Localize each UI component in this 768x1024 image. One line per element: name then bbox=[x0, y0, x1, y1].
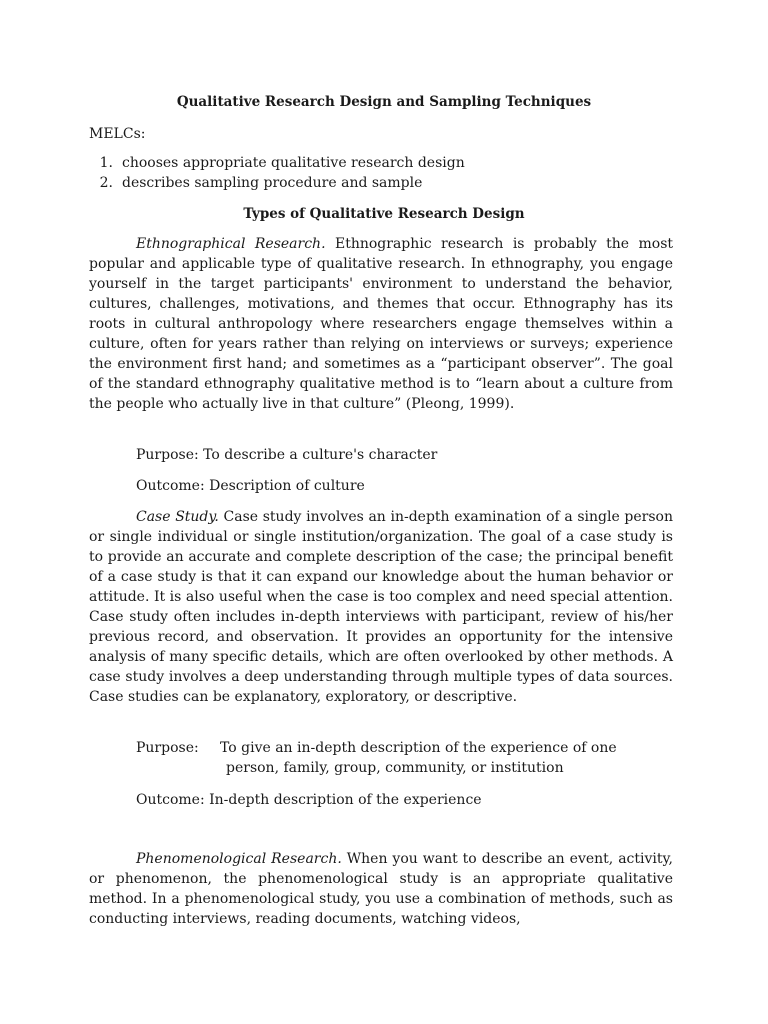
case-study-body: Case study involves an in-depth examination of a single person or single individual or single institution/organization. The goal of a case study is to provide an accurate and complete description of the case; the principal benefit of a case study is that it can expand our knowledge about the human behavior or attitude. It is also useful when the case is too complex and need special attention. Case study often includes in-depth interviews with participant, review of his/her previous record, and observation. It provides an opportunity for the intensive analysis of many specific details, which are often overlooked by other methods. A case study involves a deep understanding through multiple types of data sources. Case studies can be explanatory, exploratory, or descriptive. bbox=[89, 509, 673, 705]
list-number: 1. bbox=[99, 155, 113, 171]
melcs-list bbox=[89, 153, 465, 193]
ethnographic-body: Ethnographic research is probably the most popular and applicable type of qualitative research. In ethnography, you engage yourself in the target participants' environment to understand the behavior, cultures, challenges, motivations, and themes that occur. Ethnography has its roots in cultural anthropology where researchers engage themselves within a culture, often for years rather than relying on interviews or surveys; experience the environment first hand; and sometimes as a “participant observer”. The goal of the standard ethnography qualitative method is to “learn about a culture from the people who actually live in that culture” (Pleong, 1999). bbox=[89, 236, 673, 412]
case-study-purpose bbox=[136, 738, 673, 778]
phenomenological-body: When you want to describe an event, activity, or phenomenon, the phenomenological study is an appropriate qualitative method. In a phenomenological study, you use a combination of methods, such as conducting interviews, reading documents, watching videos, bbox=[89, 851, 674, 927]
list-text: chooses appropriate qualitative research design bbox=[122, 155, 465, 171]
case-study-outcome: Outcome: In-depth description of the experience bbox=[136, 792, 482, 808]
phenomenological-term: Phenomenological Research. bbox=[136, 851, 342, 867]
ethnographic-outcome: Outcome: Description of culture bbox=[136, 478, 365, 494]
case-study-paragraph bbox=[89, 507, 673, 707]
melcs-label: MELCs: bbox=[89, 126, 146, 142]
list-number: 2. bbox=[99, 175, 113, 191]
purpose-text-line2: person, family, group, community, or institution bbox=[226, 760, 564, 776]
case-study-term: Case Study. bbox=[136, 509, 219, 525]
purpose-label: Purpose: bbox=[136, 740, 199, 756]
ethnographic-term: Ethnographical Research. bbox=[136, 236, 326, 252]
page-title: Qualitative Research Design and Sampling Techniques bbox=[176, 94, 592, 110]
section-title: Types of Qualitative Research Design bbox=[243, 206, 525, 222]
purpose-text-line1: To give an in-depth description of the experience of one bbox=[220, 740, 617, 756]
list-item bbox=[89, 153, 465, 173]
ethnographic-paragraph bbox=[89, 234, 673, 414]
list-item bbox=[89, 173, 465, 193]
ethnographic-purpose: Purpose: To describe a culture's character bbox=[136, 447, 438, 463]
list-text: describes sampling procedure and sample bbox=[122, 175, 423, 191]
phenomenological-paragraph bbox=[89, 849, 673, 929]
